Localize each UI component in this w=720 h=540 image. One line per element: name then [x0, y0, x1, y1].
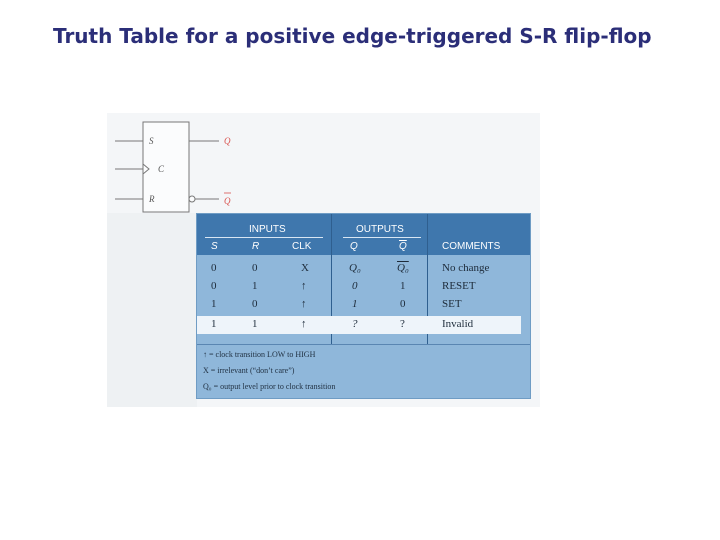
cell-s: 0	[211, 280, 217, 292]
col-header-s: S	[211, 241, 218, 252]
col-header-clk: CLK	[292, 241, 312, 252]
r-pin-label: R	[149, 194, 155, 204]
inputs-group-header: INPUTS	[249, 224, 286, 235]
flip-flop-symbol	[107, 113, 247, 215]
cell-comment: RESET	[442, 280, 476, 292]
cell-qbar: 0	[400, 298, 406, 310]
cell-clk: X	[301, 262, 309, 274]
cell-q: 1	[352, 298, 358, 310]
inputs-header-rule	[205, 237, 323, 238]
q-output-label: Q	[224, 136, 231, 146]
c-pin-label: C	[158, 164, 165, 174]
cell-clk: ↑	[301, 298, 307, 310]
cell-r: 1	[252, 318, 258, 330]
table-row	[197, 278, 521, 296]
cell-comment: SET	[442, 298, 462, 310]
truth-table-header	[197, 214, 530, 255]
cell-s: 0	[211, 262, 217, 274]
table-row	[197, 316, 521, 334]
cell-qbar: Q₀	[397, 262, 409, 274]
outputs-group-header: OUTPUTS	[356, 224, 404, 235]
cell-s: 1	[211, 298, 217, 310]
truth-table	[196, 213, 531, 399]
col-header-q: Q	[350, 241, 358, 252]
outputs-header-rule	[343, 237, 421, 238]
col-header-qbar: $\overline{Q}$	[399, 241, 407, 252]
cell-qbar: ?	[400, 318, 405, 330]
cell-r: 0	[252, 262, 258, 274]
slide-title: Truth Table for a positive edge-triggered S-R flip-flop	[53, 24, 652, 48]
cell-clk: ↑	[301, 280, 307, 292]
note-clock-transition: ↑ = clock transition LOW to HIGH	[203, 350, 316, 359]
col-header-r: R	[252, 241, 260, 252]
scanned-figure-shade	[107, 213, 197, 407]
cell-q: ?	[352, 318, 358, 330]
cell-r: 0	[252, 298, 258, 310]
note-dont-care: X = irrelevant (“don’t care”)	[203, 366, 295, 375]
cell-clk: ↑	[301, 318, 307, 330]
cell-r: 1	[252, 280, 258, 292]
s-pin-label: S	[149, 136, 154, 146]
qbar-output-label: Q	[224, 196, 231, 206]
col-header-comments: COMMENTS	[442, 241, 501, 252]
notes-separator	[197, 344, 530, 345]
cell-comment: No change	[442, 262, 490, 274]
cell-qbar: 1	[400, 280, 406, 292]
cell-q: Q₀	[349, 262, 361, 274]
table-row	[197, 260, 521, 278]
cell-q: 0	[352, 280, 358, 292]
inversion-bubble-icon	[189, 196, 195, 202]
table-row	[197, 296, 521, 314]
cell-comment: Invalid	[442, 318, 474, 330]
cell-s: 1	[211, 318, 217, 330]
note-prior-level: Q₀ = output level prior to clock transition	[203, 382, 336, 391]
